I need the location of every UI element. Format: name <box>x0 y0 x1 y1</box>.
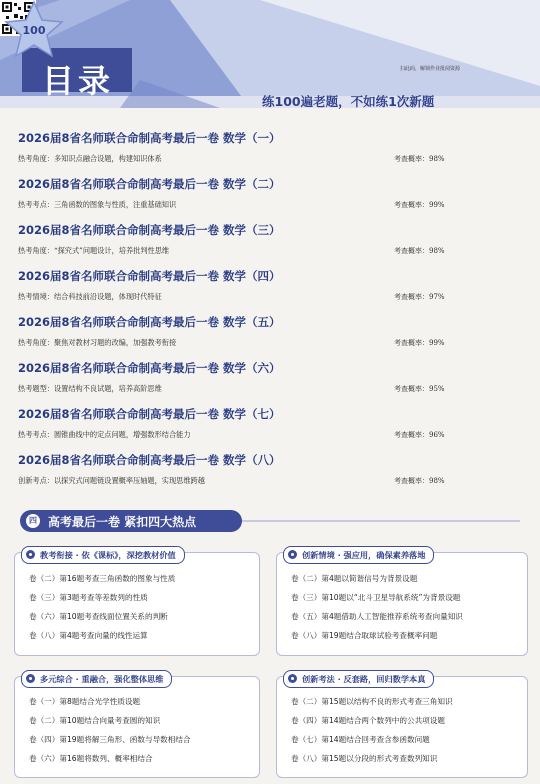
panel-heading <box>283 546 434 564</box>
toc-rate: 考查概率：98% <box>394 477 445 485</box>
panel-teaching-link <box>14 552 260 656</box>
mascot-icon <box>0 0 68 70</box>
page-title: 目录 <box>42 62 115 100</box>
panel-multi-integration <box>14 676 260 778</box>
toc-subtitle: 创新考点：以探究式问题链设置概率压轴题，实现思维跨越 <box>18 476 205 485</box>
toc-item-4[interactable] <box>14 268 514 314</box>
qr-caption: 扫此码，解锁作业批阅资源 <box>399 66 460 72</box>
panel-row: 卷（八）第15题以分段的形式考查数列知识 <box>291 754 438 763</box>
toc-item-1[interactable] <box>14 130 514 176</box>
panel-row: 卷（七）第14题结合回考查含参函数问题 <box>291 735 430 744</box>
section-title: 高考最后一卷 紧扣四大热点 <box>48 515 197 529</box>
toc-title: 2026届8省名师联合命制高考最后一卷 数学（七） <box>18 407 281 421</box>
banner-badge: 四 <box>26 514 40 528</box>
toc-subtitle: 热考考点：圆锥曲线中的定点问题，增强数形结合能力 <box>18 430 191 439</box>
banner-divider <box>240 520 520 522</box>
panel-row: 卷（八）第19题结合取球试验考查概率问题 <box>291 631 438 640</box>
toc-rate: 考查概率：97% <box>394 293 445 301</box>
toc-rate: 考查概率：99% <box>394 201 445 209</box>
panel-row: 卷（六）第16题将数列、概率相结合 <box>29 754 153 763</box>
toc-list <box>14 130 514 498</box>
toc-title: 2026届8省名师联合命制高考最后一卷 数学（八） <box>18 453 281 467</box>
toc-title: 2026届8省名师联合命制高考最后一卷 数学（五） <box>18 315 281 329</box>
toc-rate: 考查概率：98% <box>394 155 445 163</box>
toc-item-3[interactable] <box>14 222 514 268</box>
panel-row: 卷（二）第10题结合向量考查圆的知识 <box>29 716 161 725</box>
panel-row: 卷（三）第10题以“北斗卫星导航系统”为背景设题 <box>291 593 461 602</box>
toc-item-2[interactable] <box>14 176 514 222</box>
bullet-icon <box>288 550 297 559</box>
panel-innovative-context <box>276 552 528 656</box>
panel-heading-text: 创新情境 · 强应用，确保素养落地 <box>302 550 426 560</box>
toc-subtitle: 热考题型：设置结构不良试题，培养高阶思维 <box>18 384 162 393</box>
page-header <box>0 0 540 118</box>
toc-rate: 考查概率：96% <box>394 431 445 439</box>
bullet-icon <box>26 550 35 559</box>
panel-row: 卷（六）第10题考查线面位置关系的判断 <box>29 612 168 621</box>
panel-heading <box>283 670 434 688</box>
panel-row: 卷（四）第19题将解三角形、函数与导数相结合 <box>29 735 191 744</box>
banner-pill <box>20 510 242 532</box>
toc-subtitle: 热考考点：三角函数的图象与性质，注重基础知识 <box>18 200 177 209</box>
panel-row: 卷（二）第4题以简谐信号为背景设题 <box>291 574 418 583</box>
bullet-icon <box>26 674 35 683</box>
toc-rate: 考查概率：98% <box>394 247 445 255</box>
panel-row: 卷（八）第4题考查向量的线性运算 <box>29 631 148 640</box>
panel-row: 卷（四）第14题结合两个数列中的公共项设题 <box>291 716 445 725</box>
panel-row: 卷（五）第4题借助人工智能推荐系统考查向量知识 <box>291 612 463 621</box>
panel-heading <box>21 670 172 688</box>
section-banner <box>20 510 520 532</box>
mascot-label: 100 <box>22 24 46 37</box>
panel-heading-text: 多元综合 · 重融合，强化整体思维 <box>40 674 164 684</box>
toc-rate: 考查概率：95% <box>394 385 445 393</box>
toc-item-8[interactable] <box>14 452 514 498</box>
panel-row: 卷（二）第15题以结构不良的形式考查三角知识 <box>291 697 453 706</box>
toc-subtitle: 热考角度：多知识点融合设题，构建知识体系 <box>18 154 162 163</box>
panel-heading <box>21 546 185 564</box>
toc-item-6[interactable] <box>14 360 514 406</box>
panel-innovative-method <box>276 676 528 778</box>
toc-rate: 考查概率：99% <box>394 339 445 347</box>
toc-title: 2026届8省名师联合命制高考最后一卷 数学（二） <box>18 177 281 191</box>
toc-subtitle: 热考情境：结合科技前沿设题，体现时代特征 <box>18 292 162 301</box>
toc-subtitle: 热考角度：聚焦对教材习题的改编，加强教考衔接 <box>18 338 177 347</box>
slogan: 练100遍老题，不如练1次新题 <box>262 94 435 109</box>
panel-heading-text: 创新考法 · 反套路，回归数学本真 <box>302 674 426 684</box>
toc-subtitle: 热考角度：“探究式”问题设计，培养批判性思维 <box>18 246 170 255</box>
panel-row: 卷（二）第16题考查三角函数的图象与性质 <box>29 574 176 583</box>
panel-row: 卷（三）第3题考查等差数列的性质 <box>29 593 148 602</box>
toc-item-7[interactable] <box>14 406 514 452</box>
toc-title: 2026届8省名师联合命制高考最后一卷 数学（三） <box>18 223 281 237</box>
toc-title: 2026届8省名师联合命制高考最后一卷 数学（一） <box>18 131 281 145</box>
bullet-icon <box>288 674 297 683</box>
panel-row: 卷（一）第8题结合光学性质设题 <box>29 697 141 706</box>
toc-title: 2026届8省名师联合命制高考最后一卷 数学（六） <box>18 361 281 375</box>
toc-title: 2026届8省名师联合命制高考最后一卷 数学（四） <box>18 269 281 283</box>
toc-item-5[interactable] <box>14 314 514 360</box>
panel-heading-text: 教考衔接 · 依《课标》，深挖教材价值 <box>40 550 176 560</box>
